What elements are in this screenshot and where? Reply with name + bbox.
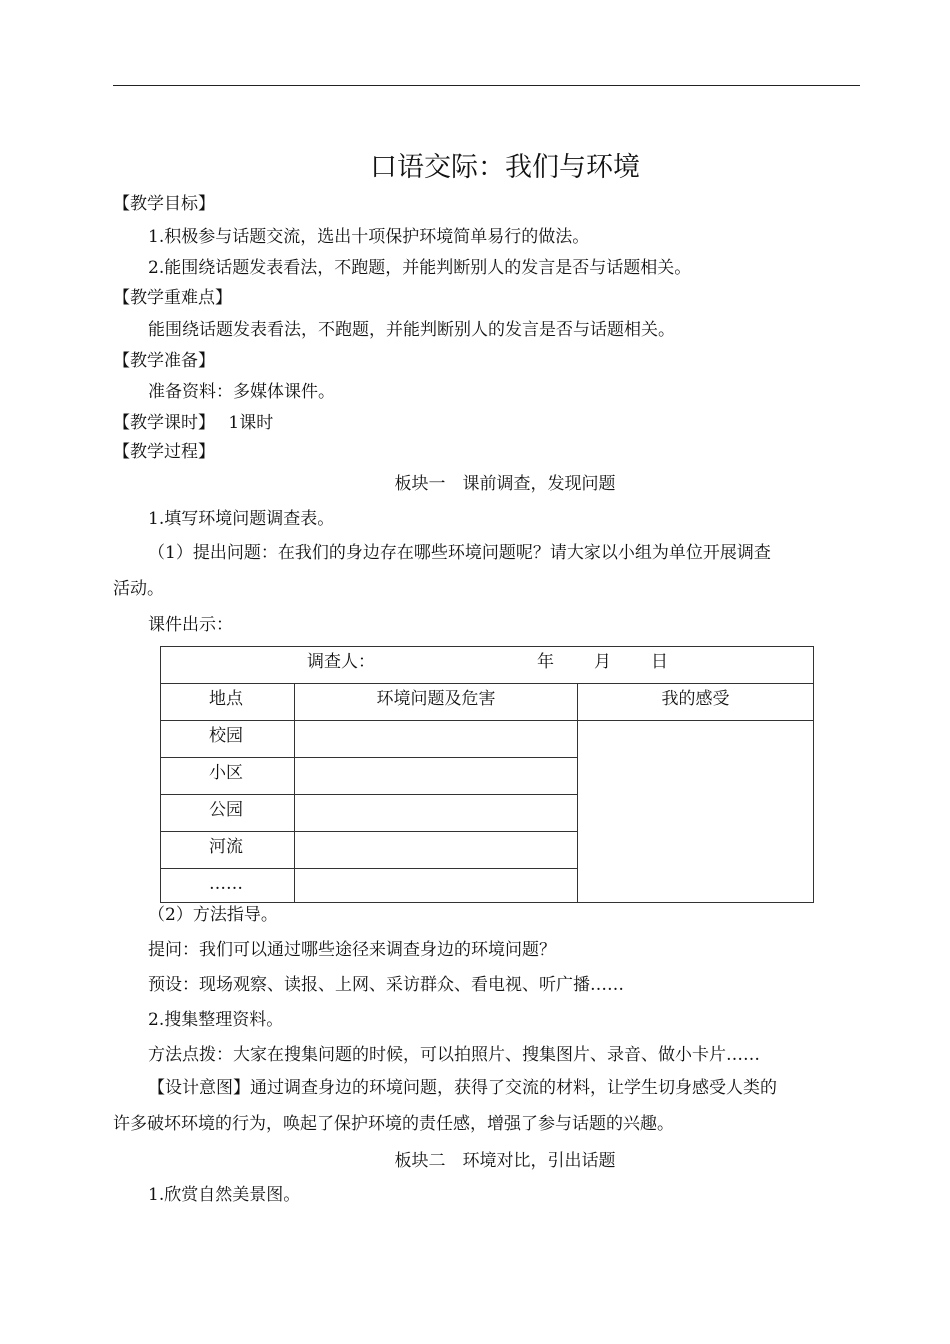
problem-cell	[295, 832, 578, 869]
hours-text: 1课时	[228, 413, 274, 433]
col-header-feeling: 我的感受	[578, 684, 814, 721]
place-cell: ……	[161, 869, 295, 903]
hours-heading: 【教学课时】	[113, 413, 215, 433]
col-header-problem: 环境问题及危害	[295, 684, 578, 721]
problem-cell	[295, 758, 578, 795]
key-text: 能围绕话题发表看法，不跑题，并能判断别人的发言是否与话题相关。	[148, 320, 675, 340]
s1-item-1: 1.填写环境问题调查表。	[148, 509, 335, 529]
s2-item-1: 1.欣赏自然美景图。	[148, 1185, 301, 1205]
place-cell: 河流	[161, 832, 295, 869]
place-cell: 公园	[161, 795, 295, 832]
goal-heading: 【教学目标】	[113, 194, 215, 214]
section-2-heading: 板块二 环境对比，引出话题	[394, 1151, 616, 1171]
survey-table	[160, 646, 814, 903]
s1-question-line-2: 活动。	[113, 579, 164, 599]
feeling-cell	[578, 721, 814, 903]
problem-cell	[295, 795, 578, 832]
ask-text: 提问：我们可以通过哪些途径来调查身边的环境问题？	[148, 940, 556, 960]
preset-text: 预设：现场观察、读报、上网、采访群众、看电视、听广播……	[148, 975, 624, 995]
place-cell: 校园	[161, 721, 295, 758]
s1-item-2: 2.搜集整理资料。	[148, 1010, 284, 1030]
section-1-heading: 板块一 课前调查，发现问题	[394, 474, 616, 494]
key-heading: 【教学重难点】	[113, 288, 232, 308]
year-label: 年	[537, 652, 554, 672]
problem-cell	[295, 869, 578, 903]
method-heading: （2）方法指导。	[148, 905, 278, 925]
month-label: 月	[594, 652, 611, 672]
intent-line-1: 【设计意图】通过调查身边的环境问题，获得了交流的材料，让学生切身感受人类的	[148, 1078, 777, 1098]
page-title: 口语交际：我们与环境	[370, 152, 640, 183]
goal-item-2: 2.能围绕话题发表看法，不跑题，并能判断别人的发言是否与话题相关。	[148, 258, 692, 278]
col-header-place: 地点	[161, 684, 295, 721]
day-label: 日	[651, 652, 668, 672]
hours-line	[113, 412, 273, 434]
survey-header-cell	[161, 647, 814, 684]
investigator-label: 调查人：	[307, 652, 375, 672]
prep-heading: 【教学准备】	[113, 351, 215, 371]
process-heading: 【教学过程】	[113, 442, 215, 462]
header-rule	[113, 85, 860, 86]
prep-text: 准备资料：多媒体课件。	[148, 382, 335, 402]
problem-cell	[295, 721, 578, 758]
intent-line-2: 许多破坏环境的行为，唤起了保护环境的责任感，增强了参与话题的兴趣。	[113, 1114, 674, 1134]
place-cell: 小区	[161, 758, 295, 795]
courseware-label: 课件出示：	[148, 615, 233, 635]
goal-item-1: 1.积极参与话题交流，选出十项保护环境简单易行的做法。	[148, 227, 590, 247]
tip-text: 方法点拨：大家在搜集问题的时候，可以拍照片、搜集图片、录音、做小卡片……	[148, 1045, 760, 1065]
s1-question-line-1: （1）提出问题：在我们的身边存在哪些环境问题呢？请大家以小组为单位开展调查	[148, 543, 771, 563]
